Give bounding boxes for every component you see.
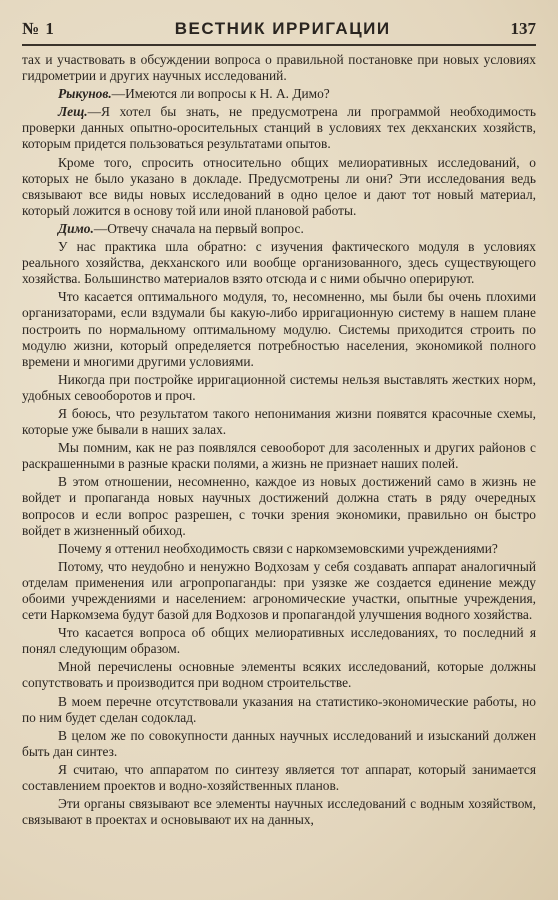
- issue-number: № 1: [22, 19, 55, 38]
- paragraph-text: —Отвечу сначала на первый вопрос.: [93, 220, 304, 236]
- paragraph: [22, 52, 536, 84]
- paragraph-text: —Я хотел бы знать, не предусмотрена ли программой необходимость проверки данных опытно-оросительных станций в условиях тех декханских хозяйств, которым придется пользоваться результатами опытов.: [22, 104, 536, 152]
- paragraph-text: Мной перечислены основные элементы всяких исследований, которые должны сопутствовать и производится при водном строительстве.: [22, 659, 536, 691]
- speaker-name: Лещ.: [58, 104, 88, 120]
- paragraph: [22, 728, 536, 760]
- paragraph: [22, 104, 536, 152]
- paragraph: [22, 625, 536, 657]
- paragraph: [22, 406, 536, 438]
- paragraph: [22, 155, 536, 219]
- paragraph: [22, 694, 536, 726]
- paragraph: [22, 474, 536, 538]
- paragraph-text: тах и участвовать в обсуждении вопроса о правильной постановке при новых условиях гидрометрии и других научных исследований.: [22, 52, 536, 84]
- paragraph: [22, 221, 536, 237]
- paragraph-text: В целом же по совокупности данных научных исследований и изысканий должен быть дан синтез.: [22, 727, 536, 759]
- paragraph-text: У нас практика шла обратно: с изучения фактического модуля в условиях реального хозяйства, декханского или вообще организованного, здесь существующего хозяйства. Большинство материалов взято отсюда и с ними обычно оперируют.: [22, 239, 536, 287]
- paragraph: [22, 659, 536, 691]
- paragraph: [22, 559, 536, 623]
- paragraph-text: Я считаю, что аппаратом по синтезу является тот аппарат, который занимается составлением проектов и водно-хозяйственных планов.: [22, 761, 536, 794]
- page-number: 137: [510, 19, 536, 38]
- paragraph: [22, 440, 536, 472]
- paragraph-text: Никогда при постройке ирригационной системы нельзя выставлять жестких норм, удобных севооборотов и проч.: [22, 371, 536, 403]
- paragraph-text: Кроме того, спросить относительно общих мелиоративных исследований, о которых не было указано в докладе. Предусмотрены ли они? Эти исследования ведь связывают все виды новых исследований в одно целое и дают тот новый материал, который ложится в основу той или иной плановой работы.: [22, 154, 536, 218]
- paragraph: [22, 289, 536, 369]
- paragraph-text: Мы помним, как не раз появлялся севооборот для засоленных и других районов с раскрашенными в разные краски полями, а жизнь не признает наших полей.: [22, 440, 536, 472]
- paragraph: [22, 762, 536, 794]
- page-header: [22, 14, 536, 46]
- paragraph-text: В этом отношении, несомненно, каждое из новых достижений само в жизнь не войдет и пропаганда новых научных достижений должна стать в ряду очередных вопросов и если вопрос разрешен, с точки зрения экономики, правильно он быстро войдет в жизненный обиход.: [22, 474, 536, 538]
- paragraph: [22, 796, 536, 828]
- paragraph-text: Я боюсь, что результатом такого непонимания жизни появятся красочные схемы, которые уже бывали в наших залах.: [22, 405, 536, 438]
- paragraph-text: Эти органы связывают все элементы научных исследований с водным хозяйством, связывают в проектах и основывают их на данных,: [22, 796, 536, 828]
- paragraph-text: В моем перечне отсутствовали указания на статистико-экономические работы, но по ним будет сделан содоклад.: [22, 693, 536, 725]
- paragraph-text: Почему я оттенил необходимость связи с наркомземовскими учреждениями?: [58, 540, 498, 556]
- paragraph-text: Что касается вопроса об общих мелиоративных исследованиях, то последний я понял следующим образом.: [22, 625, 536, 657]
- speaker-name: Рыкунов.: [58, 86, 112, 102]
- paragraph: [22, 372, 536, 404]
- paragraph: [22, 86, 536, 102]
- paragraph-text: Потому, что неудобно и ненужно Водхозам у себя создавать аппарат аналогичный отделам применения или агропропаганды: при узязке же создается единение между обоими учреждениями и населением: агрономические участки, опытные учреждения, сети Наркомзема будут базой для Водхозов и пропагандой улучшения водного хозяйства.: [22, 558, 536, 623]
- journal-title: ВЕСТНИК ИРРИГАЦИИ: [174, 19, 391, 38]
- paragraph-text: Что касается оптимального модуля, то, несомненно, мы были бы очень плохими организаторами, если вздумали бы какую-либо ирригационную систему в нашем плане построить по нормальному оптимальному модулю. Системы приходится строить по модулю жизни, который определяется потребностью населения, экономикой полного времени и многими другими условиями.: [22, 289, 536, 369]
- article-body: [22, 52, 536, 830]
- paragraph-text: —Имеются ли вопросы к Н. А. Димо?: [111, 86, 330, 102]
- speaker-name: Димо.: [58, 220, 94, 236]
- paragraph: [22, 239, 536, 287]
- paragraph: [22, 541, 536, 557]
